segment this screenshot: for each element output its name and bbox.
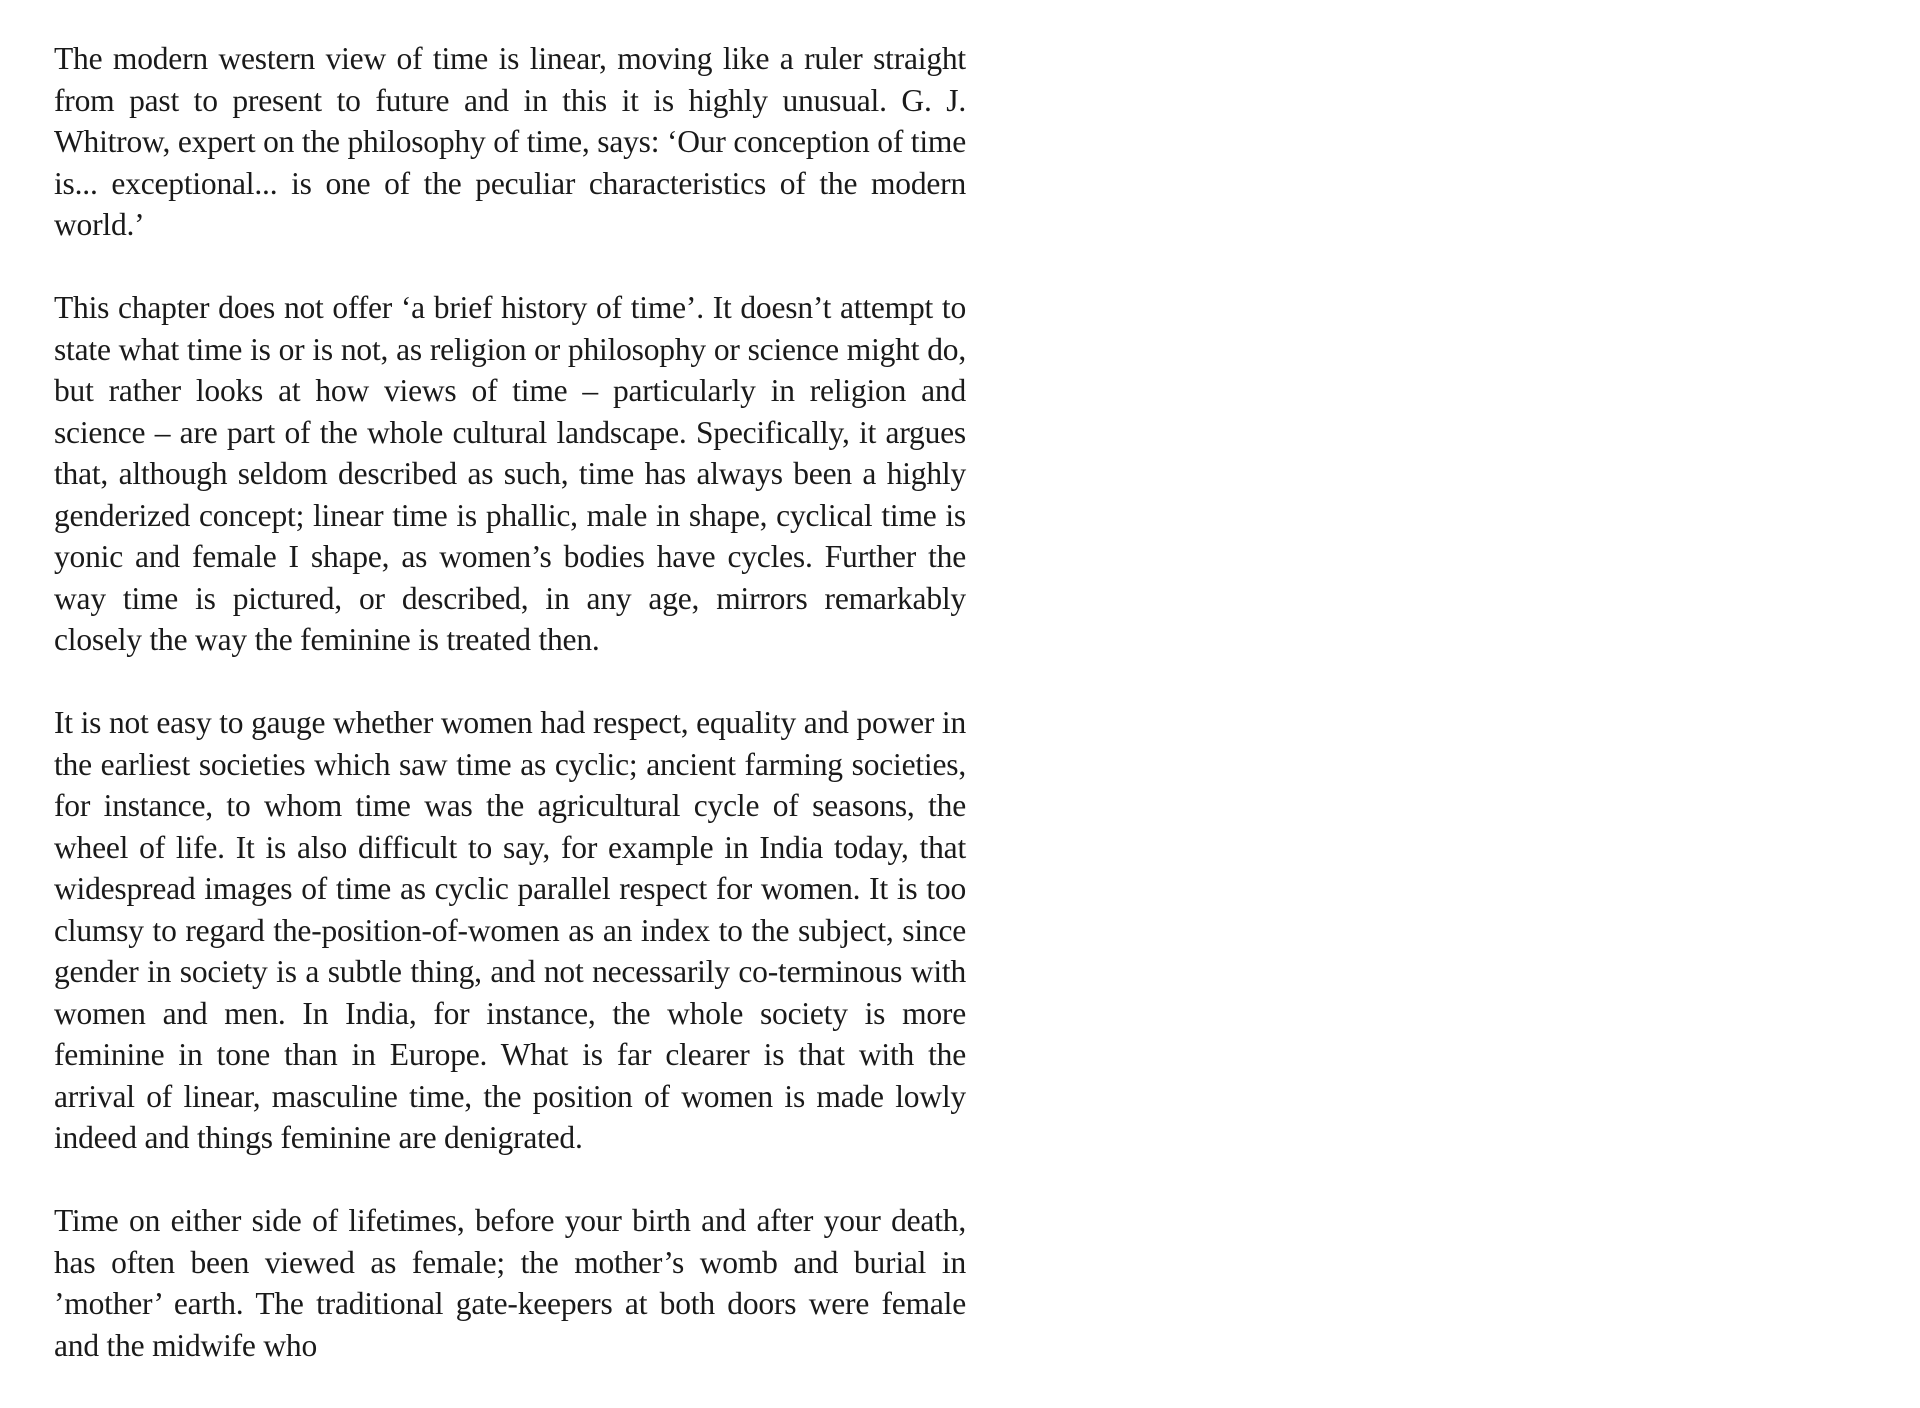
paragraph-cyclic-societies: It is not easy to gauge whether women had respect, equality and power in the earliest societies which saw time as cyclic; ancient farming societies, for instance, to whom time was the agricultural cycle of seasons, the wheel of life. It is also difficult to say, for example in India today, that widespread images of time as cyclic parallel respect for women. It is too clumsy to regard the-position-of-women as an index to the subject, since gender in society is a subtle thing, and not necessarily co-terminous with women and men. In India, for instance, the whole society is more feminine in tone than in Europe. What is far clearer is that with the arrival of linear, masculine time, the position of women is made lowly indeed and things feminine are denigrated. — [54, 705, 966, 1155]
paragraph-time-female: Time on either side of lifetimes, before your birth and after your death, has often been viewed as female; the mother’s womb and burial in ’mother’ earth. The traditional gate-keepers at both doors were female and the midwife who — [54, 1203, 966, 1363]
paragraph-linear-time: The modern western view of time is linear, moving like a ruler straight from past to present to future and in this it is highly unusual. G. J. Whitrow, expert on the philosophy of time, says: ‘Our conception of time is... exceptional... is one of the peculiar characteristics of the modern world.’ — [54, 41, 966, 242]
paragraph-chapter-scope: This chapter does not offer ‘a brief history of time’. It doesn’t attempt to state what time is or is not, as religion or philosophy or science might do, but rather looks at how views of time – particularly in religion and science – are part of the whole cultural landscape. Specifically, it argues that, although seldom described as such, time has always been a highly genderized concept; linear time is phallic, male in shape, cyclical time is yonic and female I shape, as women’s bodies have cycles. Further the way time is pictured, or described, in any age, mirrors remarkably closely the way the feminine is treated then. — [54, 290, 966, 657]
document-body — [54, 38, 966, 1408]
